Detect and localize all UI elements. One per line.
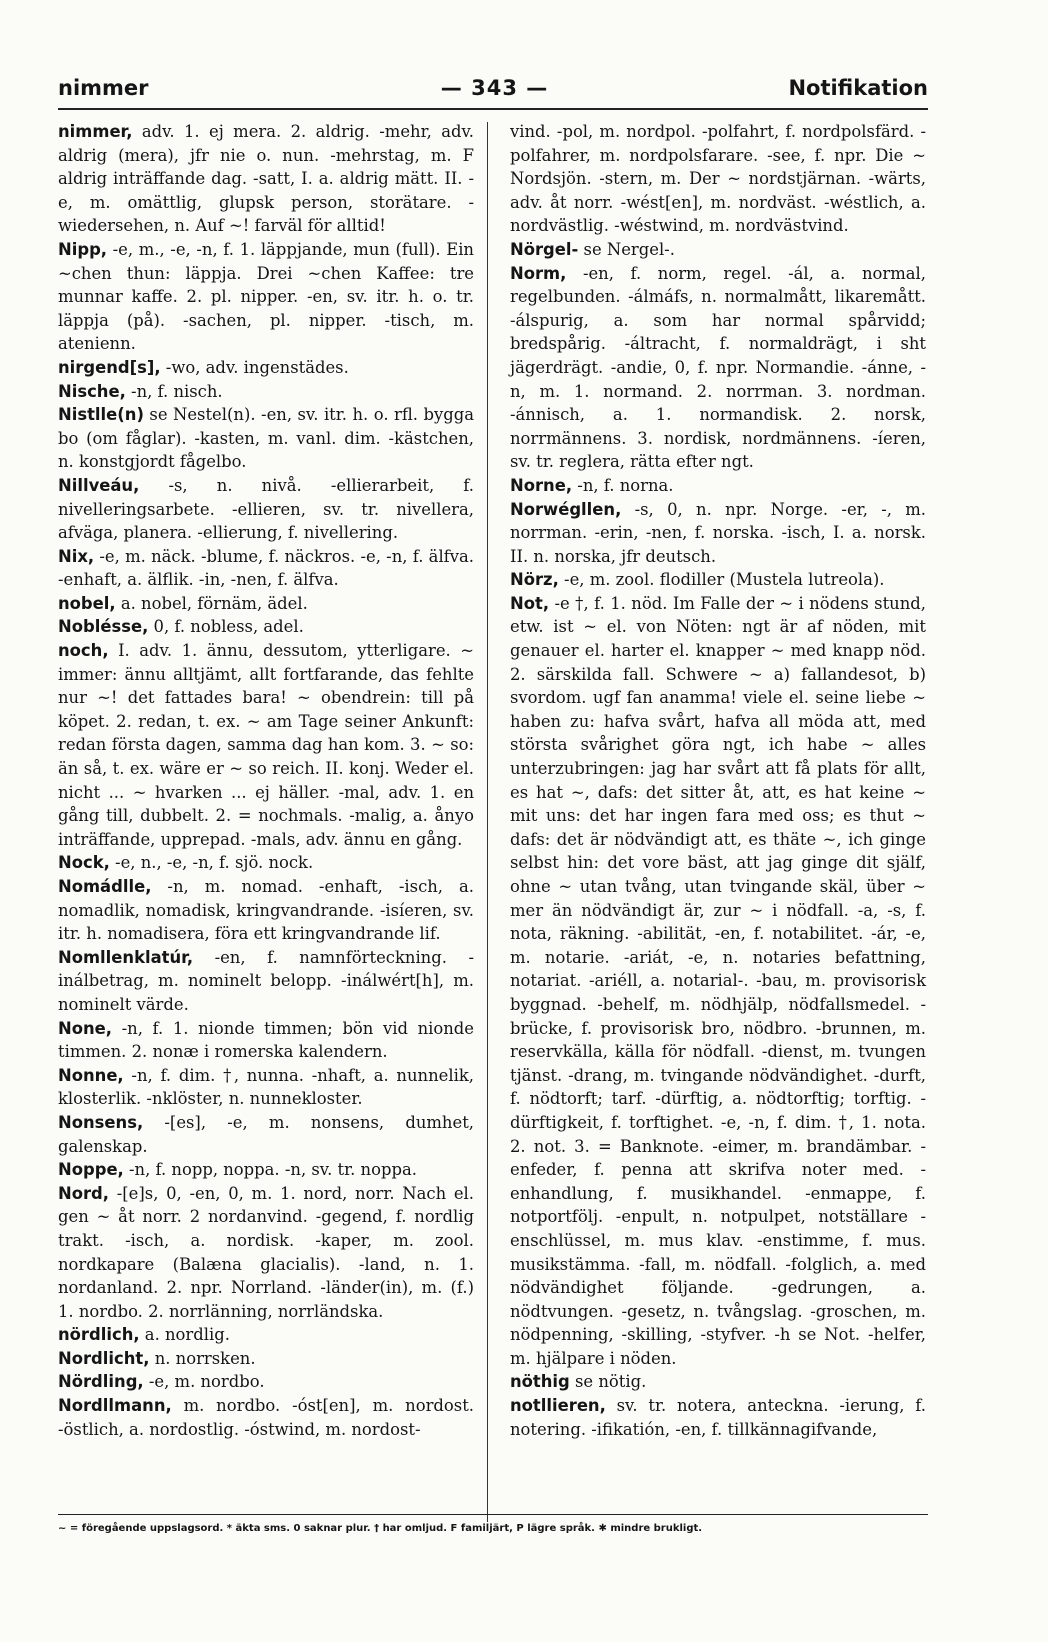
headword: Nonne, xyxy=(58,1065,124,1085)
entry-text: -s, n. nivå. -ellierarbeit, f. nivelleringsarbete. -ellieren, sv. tr. nivellera, afväga, planera. -ellierung, f. nivellering. xyxy=(58,475,474,543)
entry-text: -e, m., -e, -n, f. 1. läppjande, mun (full). Ein ~chen thun: läppja. Drei ~chen Kaffee: tre munnar kaffe. 2. pl. nipper. -en, sv. itr. h. o. tr. läppja (på). -sachen, pl. nipper. -tisch, m. atenienn. xyxy=(58,239,474,354)
entry-text: -e †, f. 1. nöd. Im Falle der ~ i nödens stund, etw. ist ~ el. von Nöten: ngt är af nöden, mit genauer el. harter el. knapper ~ med knapp nöd. 2. särskilda fall. Schwere ~ a) fallandesot, b) svordom. ugf fan anamma! viele el. seine liebe ~ haben zu: hafva svårt, hafva all möda att, med största svårighet göra ngt, ich habe ~ alles unterzubringen: jag har svårt att få plats för allt, es hat ~, dafs: det sitter åt, att, es hat keine ~ mit uns: det har ingen fara med oss; es thut ~ dafs: det är nödvändigt att, es thäte ~, ich ginge selbst hin: det vore bäst, att jag ginge dit själf, ohne ~ utan tvång, utan tvingande skäl, über ~ mer än nödvändigt är, zur ~ i nödfall. -a, -s, f. nota, räkning. -abilität, -en, f. notabilitet. -ár, -e, m. notarie. -ariát, -e, n. notaries befattning, notariat. -ariéll, a. notarial-. -bau, m. provisorisk byggnad. -behelf, m. nödhjälp, nödfallsmedel. -brücke, f. provisorisk bro, nödbro. -brunnen, m. reservkälla, källa för nödfall. -dienst, m. tvungen tjänst. -drang, m. tvingande nödvändighet. -durft, f. nödtorft; tarf. -dürftig, a. nödtorftig; torftig. -dürftigkeit, f. torftighet. -e, -n, f. dim. †, 1. nota. 2. not. 3. = Banknote. -eimer, m. brandämbar. -enfeder, f. penna att skrifva noter med. -enhandlung, f. musikhandel. -enmappe, f. notportfölj. -enpult, n. notpulpet, notställare -enschlüssel, m. mus klav. -enstimme, f. mus. musikstämma. -fall, m. nödfall. -folglich, a. med nödvändighet följande. -gedrungen, a. nödtvungen. -gesetz, n. tvångslag. -groschen, m. nödpenning, -skilling, -styfver. -h se Not. -helfer, m. hjälpare i nöden. xyxy=(510,593,926,1368)
entry-text: -e, m. zool. flodiller (Mustela lutreola). xyxy=(558,570,885,590)
entry-text: -en, f. namnförteckning. -inálbetrag, m. nominelt belopp. -inálwért[h], m. nominelt värde. xyxy=(58,947,474,1014)
dictionary-entry xyxy=(58,592,474,616)
entry-text: n. norrsken. xyxy=(149,1348,256,1368)
entry-text: a. nobel, förnäm, ädel. xyxy=(115,593,308,613)
headword: Nördling, xyxy=(58,1372,144,1392)
entry-text: vind. -pol, m. nordpol. -polfahrt, f. nordpolsfärd. -polfahrer, m. nordpolsfarare. -see, f. npr. Die ~ Nordsjön. -stern, m. Der ~ nordstjärnan. -wärts, adv. åt norr. -wést[en], m. nordväst. -wéstlich, a. nordvästlig. -wéstwind, m. nordvästvind. xyxy=(510,122,926,236)
headword: Nische, xyxy=(58,381,126,401)
dictionary-entry xyxy=(58,356,474,380)
dictionary-entry xyxy=(58,380,474,404)
page-number: — 343 — xyxy=(440,76,549,100)
entry-text: -s, 0, n. npr. Norge. -er, -, m. norrman. -erin, -nen, f. norska. -isch, I. a. norsk. II. n. norska, jfr deutsch. xyxy=(510,499,926,566)
entry-text: se Nergel-. xyxy=(578,239,675,259)
headword: Nörgel- xyxy=(510,239,579,259)
entry-text: se nötig. xyxy=(569,1372,647,1392)
dictionary-entry xyxy=(58,1158,474,1182)
headword: nöthig xyxy=(510,1372,570,1392)
dictionary-entry xyxy=(58,639,474,851)
headword: Nomllenklatúr, xyxy=(58,947,194,967)
header-right-word: Notifikation xyxy=(788,76,928,100)
entry-text: m. nordbo. -óst[en], m. nordost. -östlich, a. nordostlig. -óstwind, m. nordost- xyxy=(58,1396,474,1439)
entry-text: -n, f. 1. nionde timmen; bön vid nionde timmen. 2. nonæ i romerska kalendern. xyxy=(58,1018,474,1062)
dictionary-entry xyxy=(58,875,474,946)
entry-text: -n, f. dim. †, nunna. -nhaft, a. nunnelik, klosterlik. -nklöster, n. nunnekloster. xyxy=(58,1065,474,1109)
headword: Norwégllen, xyxy=(510,499,622,519)
dictionary-entry xyxy=(510,474,926,498)
dictionary-entry xyxy=(58,238,474,356)
headword: Nipp, xyxy=(58,239,108,259)
dictionary-entry xyxy=(58,403,474,474)
headword: Nordllmann, xyxy=(58,1396,172,1416)
dictionary-entry xyxy=(510,1394,926,1441)
headword: Nillveáu, xyxy=(58,475,140,495)
entry-text: -wo, adv. ingenstädes. xyxy=(160,357,349,377)
headword: Nistlle(n) xyxy=(58,405,144,425)
entry-text: a. nordlig. xyxy=(139,1325,230,1345)
headword: Not, xyxy=(510,593,550,613)
headword: Nonsens, xyxy=(58,1112,144,1132)
dictionary-entry xyxy=(58,120,474,238)
entry-text: -e, m. nordbo. xyxy=(143,1372,265,1392)
entry-text: -en, f. norm, regel. -ál, a. normal, regelbunden. -álmáfs, n. normalmått, likaremått. -álspurig, a. som har normal spårvidd; bredspårig. -áltracht, f. normaldrägt, i sht jägerdrägt. -andie, 0, f. npr. Normandie. -ánne, -n, m. 1. normand. 2. norrman. 3. nordman. -ánnisch, a. 1. normandisk. 2. norsk, norrmännens. 3. nordisk, nordmännens. -íeren, sv. tr. reglera, rätta efter ngt. xyxy=(510,263,926,472)
headword: Nix, xyxy=(58,546,95,566)
dictionary-entry xyxy=(58,474,474,545)
entry-text: -e, m. näck. -blume, f. näckros. -e, -n, f. älfva. -enhaft, a. älflik. -in, -nen, f. älfva. xyxy=(58,546,474,590)
dictionary-entry xyxy=(510,238,926,262)
headword: Nomádlle, xyxy=(58,877,152,896)
headword: Nordlicht, xyxy=(58,1348,150,1368)
entry-text: -e, n., -e, -n, f. sjö. nock. xyxy=(109,853,314,873)
entry-text: I. adv. 1. ännu, dessutom, ytterligare. ~ immer: ännu alltjämt, allt fortfarande, das fehlte nur ~! det fattades bara! ~ obendrein: till på köpet. 2. redan, t. ex. ~ am Tage seiner Ankunft: redan första dagen, samma dag han kom. 3. ~ so: än så, t. ex. wäre er ~ so reich. II. konj. Weder el. nicht ... ~ hvarken ... ej häller. -mal, adv. 1. en gång till, dubbelt. 2. = nochmals. -malig, a. ånyo inträffande, upprepad. -mals, adv. ännu en gång. xyxy=(58,641,474,849)
entry-text: 0, f. nobless, adel. xyxy=(148,617,304,637)
entry-text: -n, m. nomad. -enhaft, -isch, a. nomadlik, nomadisk, kringvandrande. -isíeren, sv. itr. h. nomadisera, föra ett kringvandrande lif. xyxy=(58,877,474,944)
headword: nördlich, xyxy=(58,1325,140,1345)
entry-text: -[e]s, 0, -en, 0, m. 1. nord, norr. Nach el. gen ~ åt norr. 2 nordanvind. -gegend, f. nordlig trakt. -isch, a. nordisk. -kaper, m. zool. nordkapare (Balæna glacialis). -land, n. 1. nordanland. 2. npr. Norrland. -länder(in), m. (f.) 1. nordbo. 2. norrlänning, norrländska. xyxy=(58,1183,474,1321)
dictionary-entry xyxy=(58,1111,474,1158)
headword: Noppe, xyxy=(58,1160,124,1180)
dictionary-entry xyxy=(58,1017,474,1064)
header-left-word: nimmer xyxy=(58,76,149,100)
headword: Nord, xyxy=(58,1183,110,1203)
dictionary-entry xyxy=(58,946,474,1017)
headword: notllieren, xyxy=(510,1396,606,1416)
headword: None, xyxy=(58,1018,112,1038)
header-rule xyxy=(58,108,928,110)
entry-text: sv. tr. notera, anteckna. -ierung, f. notering. -ifikatión, -en, f. tillkännagifvande, xyxy=(510,1396,926,1439)
dictionary-entry xyxy=(510,568,926,592)
headword: Norm, xyxy=(510,263,567,283)
right-column xyxy=(510,120,926,1441)
dictionary-entry xyxy=(58,1323,474,1347)
dictionary-entry xyxy=(58,1064,474,1111)
dictionary-entry xyxy=(58,545,474,592)
dictionary-entry xyxy=(510,120,926,238)
dictionary-entry xyxy=(58,615,474,639)
headword: nirgend[s], xyxy=(58,357,161,377)
dictionary-entry xyxy=(58,1370,474,1394)
dictionary-entry xyxy=(510,1370,926,1394)
dictionary-entry xyxy=(58,851,474,875)
entry-text: -n, f. norna. xyxy=(572,475,674,495)
footer-rule xyxy=(58,1514,928,1515)
dictionary-entry xyxy=(58,1394,474,1441)
dictionary-entry xyxy=(510,262,926,474)
entry-text: adv. 1. ej mera. 2. aldrig. -mehr, adv. aldrig (mera), jfr nie o. nun. -mehrstag, m. F aldrig inträffande dag. -satt, I. a. aldrig mätt. II. -e, m. omättlig, glupsk person, storätare. -wiedersehen, n. Auf ~! farväl för alltid! xyxy=(58,122,474,236)
headword: Noblésse, xyxy=(58,617,149,637)
headword: Norne, xyxy=(510,475,573,495)
left-column xyxy=(58,120,474,1441)
column-divider xyxy=(487,122,488,1522)
page-header xyxy=(58,72,928,106)
headword: nimmer, xyxy=(58,122,133,141)
headword: Nörz, xyxy=(510,570,559,590)
headword: Nock, xyxy=(58,853,110,873)
dictionary-entry xyxy=(510,498,926,569)
headword: noch, xyxy=(58,641,109,661)
entry-text: -n, f. nopp, noppa. -n, sv. tr. noppa. xyxy=(123,1160,417,1180)
entry-text: -n, f. nisch. xyxy=(125,381,223,401)
dictionary-entry xyxy=(58,1347,474,1371)
entry-text: se Nestel(n). -en, sv. itr. h. o. rfl. bygga bo (om fåglar). -kasten, m. vanl. dim. -kästchen, n. konstgjordt fågelbo. xyxy=(58,405,474,472)
dictionary-entry xyxy=(58,1182,474,1324)
headword: nobel, xyxy=(58,593,116,613)
entry-text: -[es], -e, m. nonsens, dumhet, galenskap. xyxy=(58,1112,474,1156)
footer-legend: ~ = föregående uppslagsord. * äkta sms. 0 saknar plur. † har omljud. F familjärt, P lägre språk. ✱ mindre brukligt. xyxy=(58,1523,703,1534)
dictionary-entry xyxy=(510,592,926,1371)
